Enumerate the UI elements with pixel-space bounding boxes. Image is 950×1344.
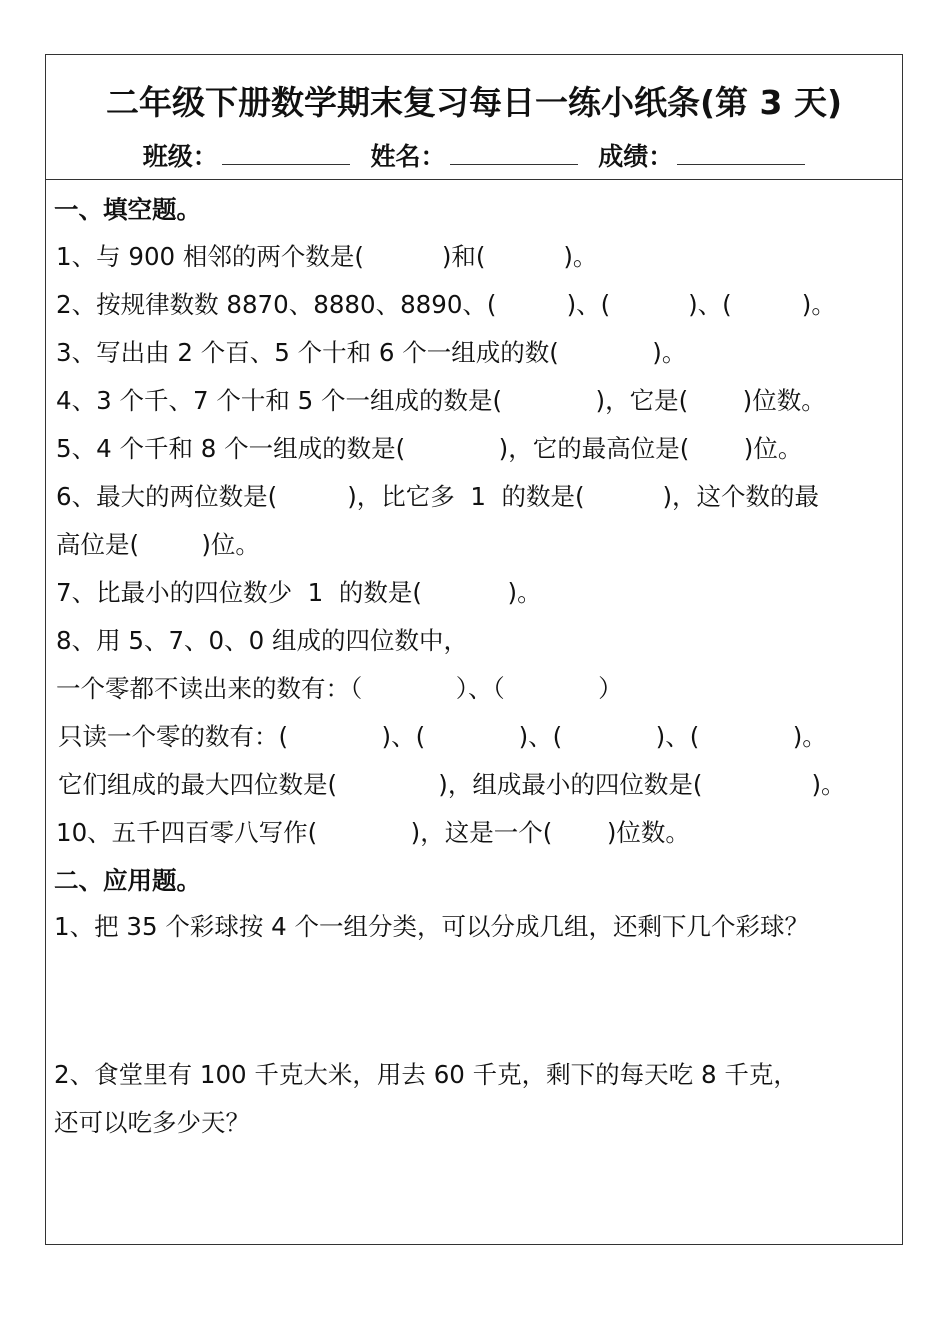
application-question-1: 1、把 35 个彩球按 4 个一组分类，可以分成几组，还剩下几个彩球？ xyxy=(54,912,809,941)
question-line: 2、按规律数数 8870、8880、8890、( )、( )、( )。 xyxy=(56,290,836,319)
application-question-2: 2、食堂里有 100 千克大米，用去 60 千克，剩下的每天吃 8 千克， xyxy=(54,1060,798,1089)
question-line: 3、写出由 2 个百、5 个十和 6 个一组成的数( )。 xyxy=(56,338,687,367)
question-line: 1、与 900 相邻的两个数是( )和( )。 xyxy=(56,242,598,271)
question-line: 5、4 个千和 8 个一组成的数是( )，它的最高位是( )位。 xyxy=(56,434,803,463)
score-blank[interactable] xyxy=(677,142,805,165)
question-line: 只读一个零的数有：( )、( )、( )、( )。 xyxy=(58,722,827,751)
score-label: 成绩： xyxy=(598,142,674,171)
question-line: 高位是( )位。 xyxy=(56,530,260,559)
question-line: 10、五千四百零八写作( )，这是一个( )位数。 xyxy=(56,818,690,847)
section2-heading: 二、应用题。 xyxy=(54,866,201,895)
section1-heading: 一、填空题。 xyxy=(54,195,201,224)
class-field xyxy=(143,137,350,173)
class-label: 班级： xyxy=(142,142,218,171)
class-blank[interactable] xyxy=(222,142,350,165)
worksheet-header xyxy=(46,55,902,180)
question-line: 8、用 5、7、0、0 组成的四位数中， xyxy=(56,626,469,655)
worksheet xyxy=(45,54,903,1245)
name-label: 姓名： xyxy=(370,142,446,171)
question-line: 7、比最小的四位数少 1 的数是( )。 xyxy=(56,578,542,607)
score-field xyxy=(598,137,805,173)
application-question-2-continued: 还可以吃多少天？ xyxy=(54,1108,250,1137)
question-line: 它们组成的最大四位数是( )，组成最小的四位数是( )。 xyxy=(58,770,846,799)
question-line: 4、3 个千、7 个十和 5 个一组成的数是( )，它是( )位数。 xyxy=(56,386,826,415)
question-line: 6、最大的两位数是( )，比它多 1 的数是( )，这个数的最 xyxy=(56,482,820,511)
worksheet-title: 二年级下册数学期末复习每日一练小纸条(第 3 天) xyxy=(105,83,843,122)
name-blank[interactable] xyxy=(450,142,578,165)
question-line: 一个零都不读出来的数有：（ ）、（ ） xyxy=(56,674,623,703)
student-info-row xyxy=(46,137,902,173)
name-field xyxy=(370,137,577,173)
